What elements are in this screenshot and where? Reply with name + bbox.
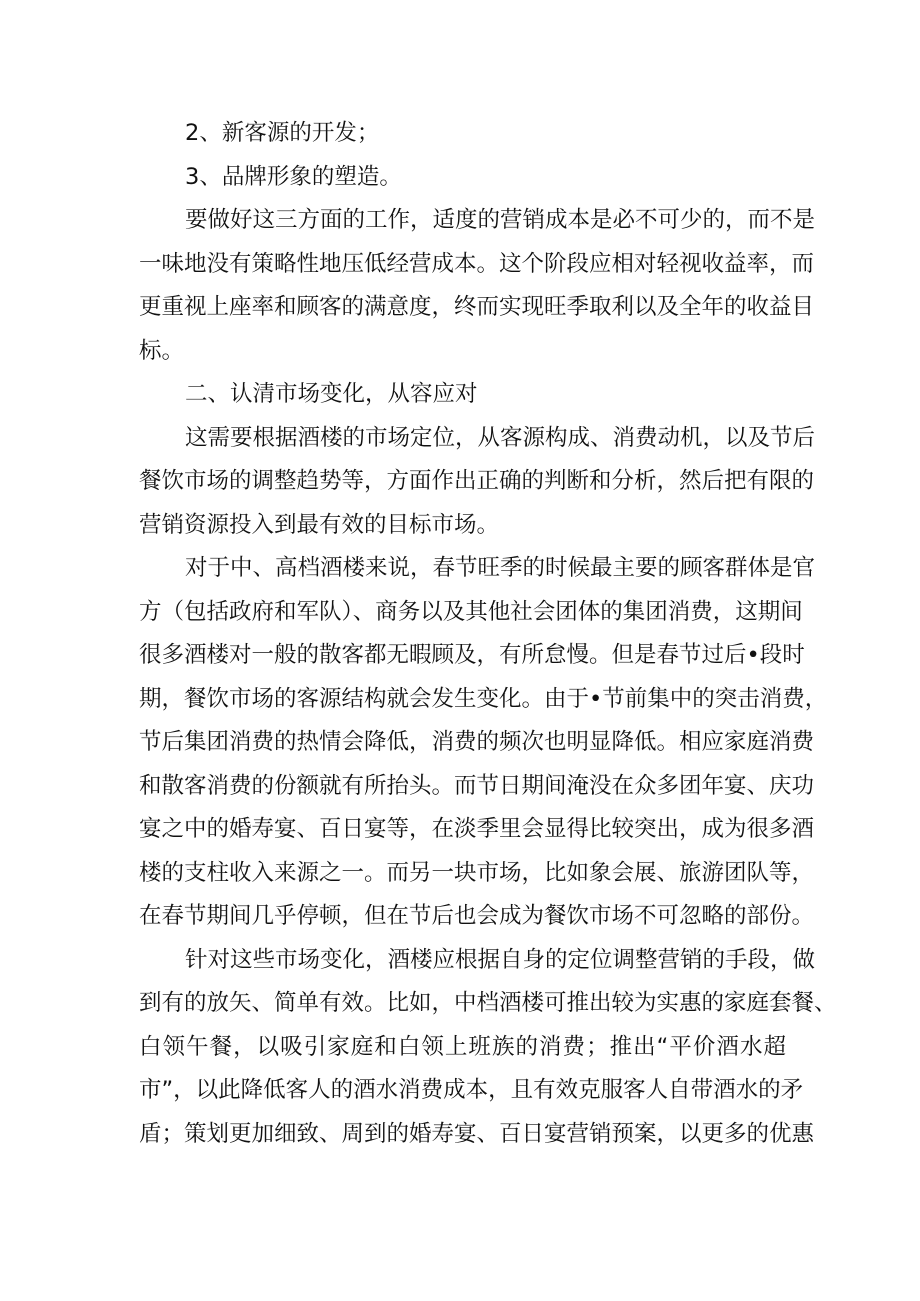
paragraph-line: 标。 — [139, 337, 185, 364]
list-item-brand-image: 3、品牌形象的塑造。 — [185, 163, 402, 190]
paragraph-line: 针对这些市场变化，酒楼应根据自身的定位调整营销的手段，做 — [185, 946, 816, 973]
paragraph-line: 这需要根据酒楼的市场定位，从客源构成、消费动机，以及节后 — [185, 424, 816, 451]
paragraph-line: 市”，以此降低客人的酒水消费成本，且有效克服客人自带酒水的矛 — [139, 1077, 804, 1103]
paragraph-line: 方（包括政府和军队）、商务以及其他社会团体的集团消费，这期间 — [139, 598, 803, 625]
paragraph-line: 宴之中的婚寿宴、百日宴等，在淡季里会显得比较突出，成为很多酒 — [139, 816, 815, 842]
paragraph-line: 盾；策划更加细致、周到的婚寿宴、百日宴营销预案，以更多的优惠 — [139, 1120, 815, 1147]
paragraph-line: 楼的支柱收入来源之一。而另一块市场，比如象会展、旅游团队等， — [139, 859, 815, 886]
section-heading: 二、认清市场变化，从容应对 — [185, 381, 478, 407]
paragraph-line: 餐饮市场的调整趋势等，方面作出正确的判断和分析，然后把有限的 — [139, 468, 815, 494]
paragraph-line: 一味地没有策略性地压低经营成本。这个阶段应相对轻视收益率，而 — [139, 250, 815, 277]
list-item-new-customers: 2、新客源的开发； — [185, 120, 380, 146]
paragraph-line: 更重视上座率和顾客的满意度，终而实现旺季取利以及全年的收益目 — [139, 294, 815, 320]
paragraph-line: 和散客消费的份额就有所抬头。而节日期间淹没在众多团年宴、庆功 — [139, 772, 815, 799]
paragraph-line: 白领午餐，以吸引家庭和白领上班族的消费；推出“平价酒水超 — [139, 1033, 786, 1060]
paragraph-line: 到有的放矢、简单有效。比如，中档酒楼可推出较为实惠的家庭套餐、 — [139, 990, 837, 1016]
body-text — [139, 112, 837, 1156]
paragraph-line: 在春节期间几乎停顿，但在节后也会成为餐饮市场不可忽略的部份。 — [139, 903, 815, 929]
paragraph-line: 要做好这三方面的工作，适度的营销成本是必不可少的，而不是 — [185, 207, 816, 233]
paragraph-line: 节后集团消费的热情会降低，消费的频次也明显降低。相应家庭消费 — [139, 729, 815, 755]
paragraph-line: 很多酒楼对一般的散客都无暇顾及，有所怠慢。但是春节过后•段时 — [139, 642, 805, 668]
paragraph-line: 期，餐饮市场的客源结构就会发生变化。由于•节前集中的突击消费， — [139, 685, 828, 712]
paragraph-line: 营销资源投入到最有效的目标市场。 — [139, 511, 500, 538]
paragraph-line: 对于中、高档酒楼来说，春节旺季的时候最主要的顾客群体是官 — [185, 555, 816, 581]
